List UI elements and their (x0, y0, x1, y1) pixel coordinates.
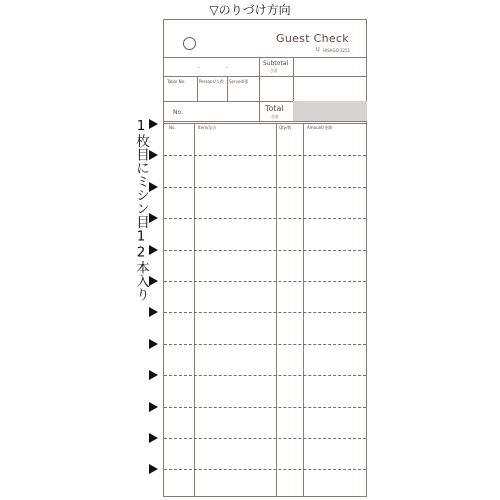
perforation-line (164, 344, 366, 345)
served-label: Served/係 (229, 79, 249, 84)
perforation-arrow-icon (149, 119, 158, 129)
perforation-arrow-icon (149, 245, 158, 255)
header-line-2 (164, 76, 366, 77)
col-divider-qty (276, 123, 277, 496)
header-divider-table (197, 76, 198, 101)
perforation-arrow-icon (149, 433, 158, 443)
persons-label: Persons/人数 (199, 79, 224, 84)
perforation-line (164, 469, 366, 470)
total-label-jp: 合計 (271, 114, 279, 119)
check-no-label: No. (173, 109, 183, 116)
subtotal-label: Subtotal (263, 60, 289, 67)
perforation-arrow-icon (149, 213, 158, 223)
perforation-arrow-icon (149, 182, 158, 192)
perforation-line (164, 250, 366, 251)
perforation-note: 1枚目にミシン目12本入り (133, 118, 149, 301)
perforation-line (164, 407, 366, 408)
perforation-arrow-icon (149, 150, 158, 160)
perforation-line (164, 281, 366, 282)
total-label: Total (265, 104, 284, 113)
col-no-label: No. (169, 125, 176, 130)
col-divider-amount (303, 123, 304, 496)
date-dot-1: . (198, 63, 200, 70)
header-line-4 (164, 121, 366, 122)
perforation-line (164, 375, 366, 376)
perforation-arrow-icon (149, 307, 158, 317)
perforation-arrow-icon (149, 464, 158, 474)
punch-hole (183, 37, 196, 50)
col-item-label: Item/品名 (198, 125, 217, 130)
perforation-line (164, 312, 366, 313)
perforation-line (164, 187, 366, 188)
perforation-arrow-icon (149, 339, 158, 349)
brand-mark-icon: ᑌ (316, 47, 320, 53)
perforation-line (164, 438, 366, 439)
col-divider-item (194, 123, 195, 496)
col-qty-label: Qty/数 (279, 125, 292, 130)
header-divider-persons (227, 76, 228, 101)
perforation-arrow-icon (149, 276, 158, 286)
glue-direction-caption: ▽のりづけ方向 (209, 3, 291, 17)
col-amount-label: Amount/金額 (307, 125, 333, 130)
card-title: Guest Check (276, 32, 349, 45)
subtotal-label-jp: 小計 (270, 68, 278, 73)
header-line-1 (164, 57, 366, 58)
product-code: HISAGO 3251 (323, 48, 351, 53)
date-dot-2: . (226, 63, 228, 70)
perforation-arrow-icon (149, 402, 158, 412)
total-amount-box (293, 101, 367, 121)
perforation-line (164, 218, 366, 219)
header-divider-main (259, 57, 260, 121)
perforation-line (164, 155, 366, 156)
perforation-arrow-icon (149, 370, 158, 380)
guest-check-card (163, 19, 367, 497)
table-no-label: Table No. (167, 79, 186, 84)
